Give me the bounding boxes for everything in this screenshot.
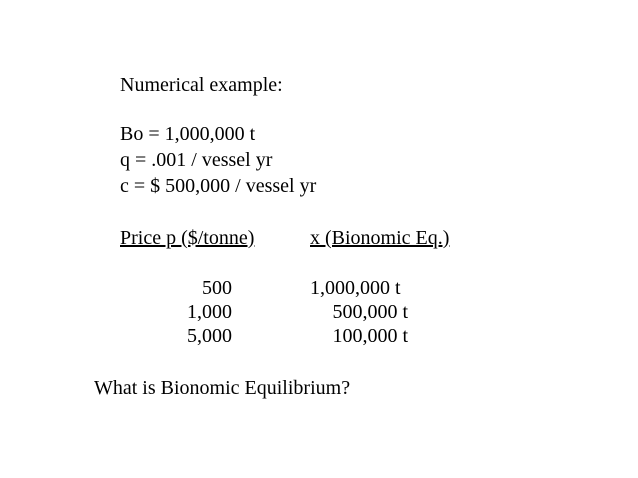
slide-heading: Numerical example: — [120, 74, 283, 96]
slide-question: What is Bionomic Equilibrium? — [94, 377, 351, 399]
table-cell-price: 1,000 — [187, 301, 232, 323]
param-c: c = $ 500,000 / vessel yr — [120, 175, 317, 197]
column-header-price: Price p ($/tonne) — [120, 227, 255, 249]
param-q: q = .001 / vessel yr — [120, 149, 273, 171]
table-cell-x: 500,000 t — [332, 301, 408, 323]
table-cell-x: 1,000,000 t — [310, 277, 401, 299]
table-cell-x: 100,000 t — [332, 325, 408, 347]
param-bo: Bo = 1,000,000 t — [120, 123, 256, 145]
table-cell-price: 5,000 — [187, 325, 232, 347]
table-cell-price: 500 — [202, 277, 232, 299]
column-header-bionomic-eq: x (Bionomic Eq.) — [310, 227, 450, 249]
